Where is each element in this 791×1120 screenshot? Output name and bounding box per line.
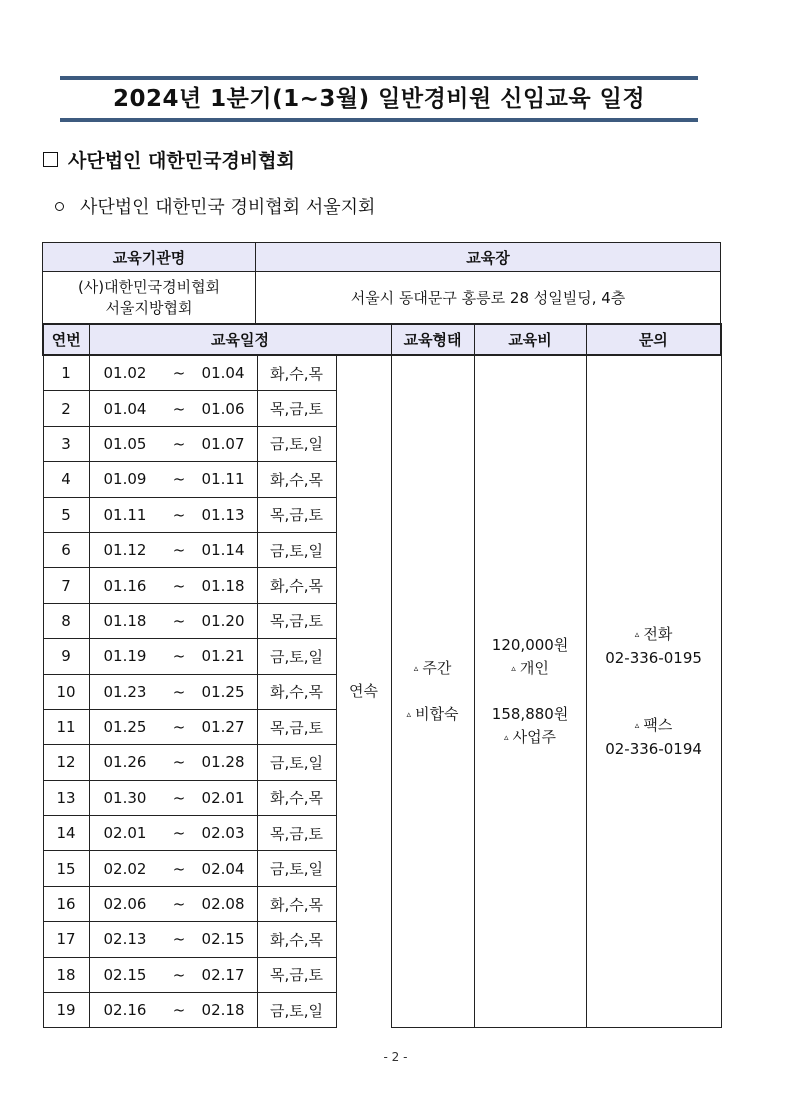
weekdays: 화,수,목 xyxy=(257,780,336,815)
sub-heading xyxy=(55,193,375,219)
weekdays: 화,수,목 xyxy=(257,355,336,391)
start-date: 01.05 xyxy=(89,426,167,461)
weekdays: 목,금,토 xyxy=(257,816,336,851)
fee-business-label-text: 사업주 xyxy=(512,727,557,746)
institution-table-row xyxy=(43,272,721,325)
type-nonresident-text: 비합숙 xyxy=(415,704,459,723)
date-tilde: ~ xyxy=(167,709,191,744)
date-tilde: ~ xyxy=(167,497,191,532)
end-date: 02.15 xyxy=(191,922,257,957)
date-tilde: ~ xyxy=(167,462,191,497)
contact-fax-text: 02-336-0194 xyxy=(605,739,702,758)
start-date: 01.16 xyxy=(89,568,167,603)
type-weekly-text: 주간 xyxy=(422,658,452,677)
start-date: 02.01 xyxy=(89,816,167,851)
type-nonresident xyxy=(392,703,474,727)
start-date: 02.02 xyxy=(89,851,167,886)
end-date: 01.04 xyxy=(191,355,257,391)
title-rule-bottom xyxy=(60,118,698,122)
spacer xyxy=(392,681,474,703)
contact-fax-label-text: 팩스 xyxy=(643,715,673,734)
contact-fax xyxy=(587,738,721,761)
triangle-bullet-icon: ▵ xyxy=(634,720,640,731)
start-date: 02.13 xyxy=(89,922,167,957)
weekdays: 목,금,토 xyxy=(257,603,336,638)
end-date: 02.08 xyxy=(191,886,257,921)
start-date: 02.16 xyxy=(89,993,167,1028)
section-heading xyxy=(43,146,295,173)
triangle-bullet-icon: ▵ xyxy=(413,663,419,674)
fee-individual-amount-text: 120,000원 xyxy=(491,635,569,654)
start-date: 01.18 xyxy=(89,603,167,638)
mode-cell: 연속 xyxy=(336,355,391,1028)
weekdays: 화,수,목 xyxy=(257,886,336,921)
triangle-bullet-icon: ▵ xyxy=(634,629,640,640)
triangle-bullet-icon: ▵ xyxy=(504,732,509,743)
weekdays: 목,금,토 xyxy=(257,957,336,992)
start-date: 01.04 xyxy=(89,391,167,426)
spacer xyxy=(475,681,586,703)
page-title: 2024년 1분기(1~3월) 일반경비원 신임교육 일정 xyxy=(112,86,646,112)
checkbox-icon xyxy=(43,152,58,167)
date-tilde: ~ xyxy=(167,922,191,957)
end-date: 02.03 xyxy=(191,816,257,851)
type-cell xyxy=(391,355,474,1028)
header-type: 교육형태 xyxy=(391,324,474,355)
start-date: 02.06 xyxy=(89,886,167,921)
date-tilde: ~ xyxy=(167,426,191,461)
row-number: 8 xyxy=(43,603,89,638)
header-contact: 문의 xyxy=(586,324,721,355)
weekdays: 목,금,토 xyxy=(257,709,336,744)
spacer xyxy=(587,692,721,714)
row-number: 13 xyxy=(43,780,89,815)
date-tilde: ~ xyxy=(167,355,191,391)
end-date: 01.11 xyxy=(191,462,257,497)
weekdays: 목,금,토 xyxy=(257,391,336,426)
header-institution: 교육기관명 xyxy=(43,243,256,272)
row-number: 16 xyxy=(43,886,89,921)
end-date: 01.21 xyxy=(191,639,257,674)
circle-bullet-icon xyxy=(55,202,64,211)
end-date: 01.28 xyxy=(191,745,257,780)
row-number: 11 xyxy=(43,709,89,744)
start-date: 01.30 xyxy=(89,780,167,815)
schedule-table-header xyxy=(43,324,721,355)
header-fee: 교육비 xyxy=(474,324,586,355)
contact-phone-label xyxy=(587,623,721,647)
start-date: 02.15 xyxy=(89,957,167,992)
triangle-bullet-icon: ▵ xyxy=(511,663,516,674)
end-date: 01.13 xyxy=(191,497,257,532)
header-schedule: 교육일정 xyxy=(89,324,391,355)
institution-name-line2: 서울지방협회 xyxy=(105,299,193,317)
weekdays: 화,수,목 xyxy=(257,462,336,497)
fee-individual-amount xyxy=(475,634,586,657)
start-date: 01.12 xyxy=(89,532,167,567)
end-date: 02.01 xyxy=(191,780,257,815)
header-venue: 교육장 xyxy=(256,243,721,272)
end-date: 01.06 xyxy=(191,391,257,426)
end-date: 01.14 xyxy=(191,532,257,567)
institution-name-cell xyxy=(43,272,256,325)
row-number: 3 xyxy=(43,426,89,461)
contact-phone xyxy=(587,647,721,670)
sub-heading-text: 사단법인 대한민국 경비협회 서울지회 xyxy=(80,197,376,218)
start-date: 01.23 xyxy=(89,674,167,709)
row-number: 15 xyxy=(43,851,89,886)
start-date: 01.19 xyxy=(89,639,167,674)
start-date: 01.25 xyxy=(89,709,167,744)
table-row xyxy=(43,355,721,391)
start-date: 01.02 xyxy=(89,355,167,391)
end-date: 01.07 xyxy=(191,426,257,461)
fee-individual-label-text: 개인 xyxy=(519,658,549,677)
row-number: 2 xyxy=(43,391,89,426)
end-date: 01.20 xyxy=(191,603,257,638)
row-number: 18 xyxy=(43,957,89,992)
fee-business-amount-text: 158,880원 xyxy=(491,704,569,723)
weekdays: 금,토,일 xyxy=(257,639,336,674)
row-number: 5 xyxy=(43,497,89,532)
end-date: 02.18 xyxy=(191,993,257,1028)
date-tilde: ~ xyxy=(167,639,191,674)
row-number: 10 xyxy=(43,674,89,709)
date-tilde: ~ xyxy=(167,780,191,815)
weekdays: 목,금,토 xyxy=(257,497,336,532)
date-tilde: ~ xyxy=(167,391,191,426)
title-block xyxy=(60,76,698,122)
row-number: 12 xyxy=(43,745,89,780)
contact-phone-text: 02-336-0195 xyxy=(605,648,702,667)
date-tilde: ~ xyxy=(167,851,191,886)
date-tilde: ~ xyxy=(167,816,191,851)
type-weekly xyxy=(392,657,474,681)
end-date: 01.27 xyxy=(191,709,257,744)
contact-fax-label xyxy=(587,714,721,738)
row-number: 14 xyxy=(43,816,89,851)
row-number: 6 xyxy=(43,532,89,567)
row-number: 4 xyxy=(43,462,89,497)
end-date: 01.25 xyxy=(191,674,257,709)
row-number: 17 xyxy=(43,922,89,957)
contact-phone-label-text: 전화 xyxy=(643,624,673,643)
page-number: - 2 - xyxy=(383,1050,408,1064)
row-number: 9 xyxy=(43,639,89,674)
weekdays: 금,토,일 xyxy=(257,993,336,1028)
start-date: 01.26 xyxy=(89,745,167,780)
fee-individual-label xyxy=(475,657,586,681)
weekdays: 화,수,목 xyxy=(257,922,336,957)
end-date: 02.17 xyxy=(191,957,257,992)
fee-cell xyxy=(474,355,586,1028)
date-tilde: ~ xyxy=(167,886,191,921)
header-no: 연번 xyxy=(43,324,89,355)
end-date: 01.18 xyxy=(191,568,257,603)
triangle-bullet-icon: ▵ xyxy=(406,709,412,720)
weekdays: 금,토,일 xyxy=(257,532,336,567)
weekdays: 화,수,목 xyxy=(257,674,336,709)
weekdays: 금,토,일 xyxy=(257,851,336,886)
spacer xyxy=(587,670,721,692)
venue-address: 서울시 동대문구 홍릉로 28 성일빌딩, 4층 xyxy=(256,272,721,325)
date-tilde: ~ xyxy=(167,674,191,709)
date-tilde: ~ xyxy=(167,603,191,638)
row-number: 19 xyxy=(43,993,89,1028)
date-tilde: ~ xyxy=(167,745,191,780)
fee-business-label xyxy=(475,726,586,750)
row-number: 1 xyxy=(43,355,89,391)
end-date: 02.04 xyxy=(191,851,257,886)
schedule-table xyxy=(42,323,722,1028)
contact-cell xyxy=(586,355,721,1028)
date-tilde: ~ xyxy=(167,957,191,992)
section-heading-text: 사단법인 대한민국경비협회 xyxy=(68,150,295,172)
row-number: 7 xyxy=(43,568,89,603)
institution-table xyxy=(42,242,721,325)
weekdays: 금,토,일 xyxy=(257,745,336,780)
weekdays: 화,수,목 xyxy=(257,568,336,603)
fee-business-amount xyxy=(475,703,586,726)
weekdays: 금,토,일 xyxy=(257,426,336,461)
start-date: 01.11 xyxy=(89,497,167,532)
institution-table-header xyxy=(43,243,721,272)
date-tilde: ~ xyxy=(167,532,191,567)
start-date: 01.09 xyxy=(89,462,167,497)
date-tilde: ~ xyxy=(167,993,191,1028)
institution-name-line1: (사)대한민국경비협회 xyxy=(77,278,221,296)
date-tilde: ~ xyxy=(167,568,191,603)
